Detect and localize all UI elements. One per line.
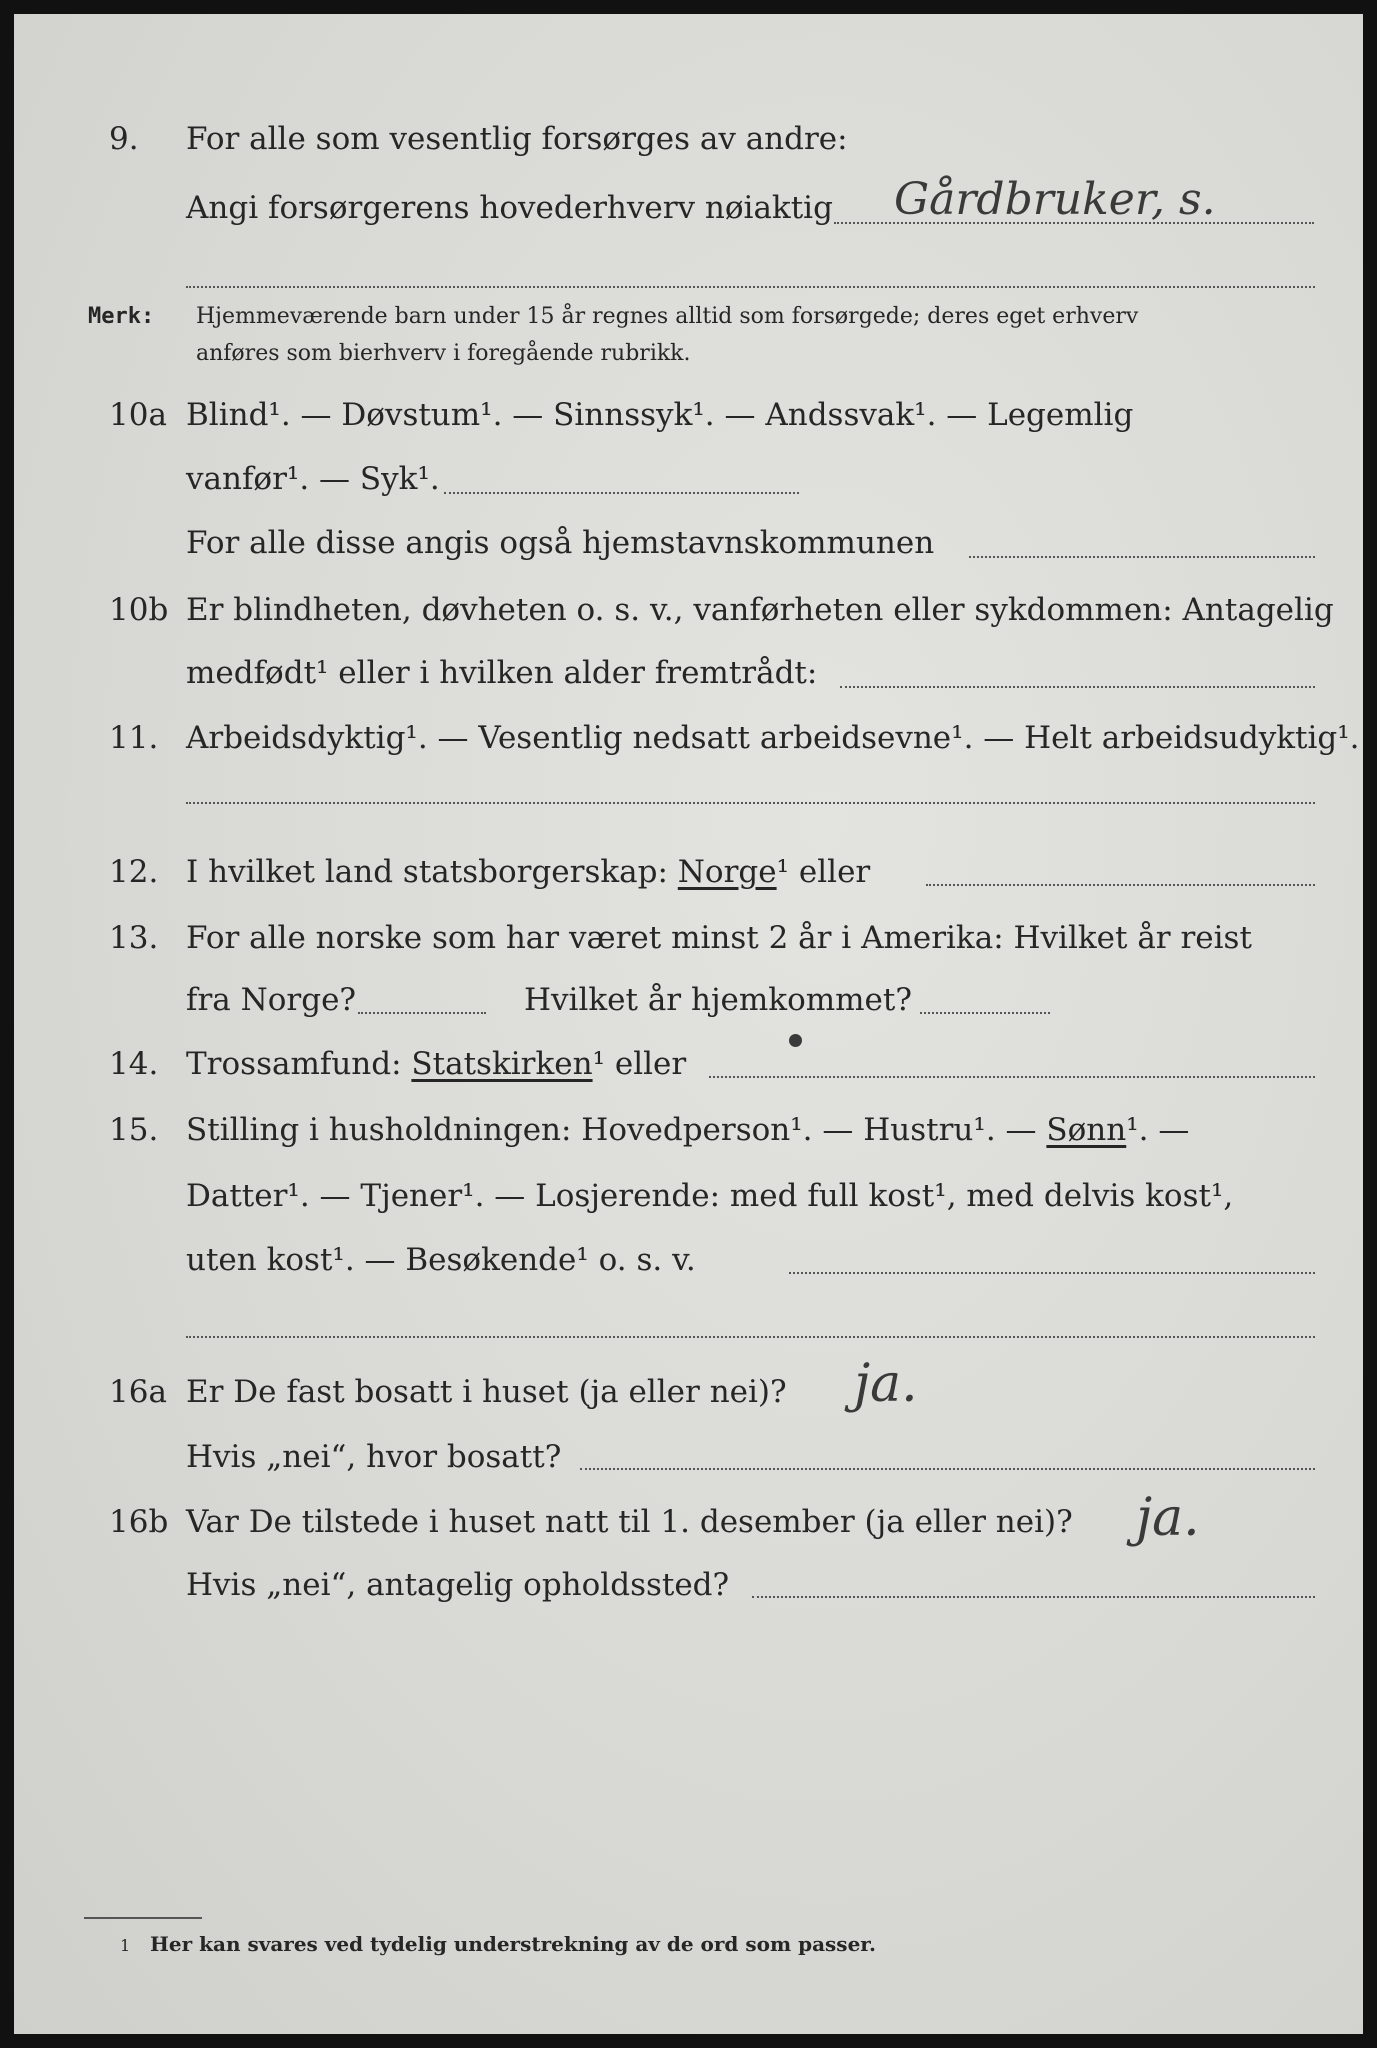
footnote-mark: 1 (120, 1936, 131, 1955)
question-text-part: ¹. — (1126, 1112, 1190, 1148)
answer-line (186, 802, 1315, 804)
question-number: 16a (109, 1374, 167, 1410)
underlined-answer: Statskirken (411, 1046, 593, 1082)
note-text: anføres som bierhverv i foregående rubrikk. (196, 341, 691, 366)
question-number: 15. (109, 1112, 159, 1148)
question-text: fra Norge? (186, 982, 357, 1018)
question-text: Blind¹. — Døvstum¹. — Sinnssyk¹. — Andssvak¹. — Legemlig (186, 397, 1134, 433)
question-number: 16b (109, 1504, 169, 1540)
question-text: Er De fast bosatt i huset (ja eller nei)? (186, 1374, 787, 1410)
question-text: uten kost¹. — Besøkende¹ o. s. v. (186, 1242, 696, 1278)
answer-line (840, 686, 1315, 688)
question-text (186, 854, 870, 890)
question-prefix: Trossamfund: (186, 1046, 402, 1082)
footnote-text: Her kan svares ved tydelig understrekning av de ord som passer. (150, 1932, 876, 1956)
underlined-answer: Sønn (1046, 1112, 1127, 1148)
question-number: 13. (109, 920, 159, 956)
question-text: For alle disse angis også hjemstavnskommunen (186, 525, 935, 561)
question-text: Var De tilstede i huset natt til 1. desember (ja eller nei)? (186, 1504, 1073, 1540)
question-text-part: Stilling i husholdningen: Hovedperson¹. — Hustru¹. — (186, 1112, 1037, 1148)
question-number: 11. (109, 720, 159, 756)
question-text: Hvilket år hjemkommet? (524, 982, 912, 1018)
underlined-answer: Norge (677, 854, 777, 890)
question-number: 10b (109, 592, 169, 628)
handwritten-answer: ja. (1136, 1488, 1200, 1548)
question-suffix: ¹ eller (592, 1046, 687, 1082)
question-text (186, 1046, 686, 1082)
question-text: medfødt¹ eller i hvilken alder fremtrådt: (186, 655, 818, 691)
footnote-rule (84, 1917, 202, 1919)
question-text: Angi forsørgerens hovederhverv nøiaktig (186, 190, 833, 226)
question-text: For alle som vesentlig forsørges av andre: (186, 121, 848, 157)
note-label: Merk: (88, 304, 155, 329)
question-text: vanfør¹. — Syk¹. (186, 461, 440, 497)
question-text: Er blindheten, døvheten o. s. v., vanførheten eller sykdommen: Antagelig (186, 592, 1334, 628)
question-text: Datter¹. — Tjener¹. — Losjerende: med full kost¹, med delvis kost¹, (186, 1178, 1234, 1214)
answer-line (186, 1336, 1315, 1338)
question-text: Hvis „nei“, antagelig opholdssted? (186, 1567, 730, 1603)
answer-line (920, 1012, 1050, 1014)
census-form-page (14, 14, 1363, 2034)
handwritten-answer: Gårdbruker, s. (894, 174, 1216, 225)
question-text: Arbeidsdyktig¹. — Vesentlig nedsatt arbeidsevne¹. — Helt arbeidsudyktig¹. (186, 720, 1360, 756)
handwritten-answer: ja. (854, 1354, 918, 1414)
question-prefix: I hvilket land statsborgerskap: (186, 854, 668, 890)
answer-line (926, 884, 1315, 886)
answer-line (752, 1596, 1315, 1598)
question-number: 14. (109, 1046, 159, 1082)
note-text: Hjemmeværende barn under 15 år regnes alltid som forsørgede; deres eget erhverv (196, 304, 1139, 329)
question-number: 9. (109, 121, 139, 157)
question-text (186, 1112, 1189, 1148)
answer-line (789, 1272, 1315, 1274)
answer-line (580, 1468, 1315, 1470)
answer-line (709, 1076, 1315, 1078)
answer-line (444, 492, 799, 494)
answer-line (186, 286, 1315, 288)
question-suffix: ¹ eller (776, 854, 871, 890)
question-text: For alle norske som har været minst 2 år i Amerika: Hvilket år reist (186, 920, 1252, 956)
ink-dot (789, 1034, 802, 1047)
question-number: 12. (109, 854, 159, 890)
answer-line (969, 556, 1315, 558)
question-text: Hvis „nei“, hvor bosatt? (186, 1439, 562, 1475)
answer-line (358, 1012, 486, 1014)
question-number: 10a (109, 397, 167, 433)
